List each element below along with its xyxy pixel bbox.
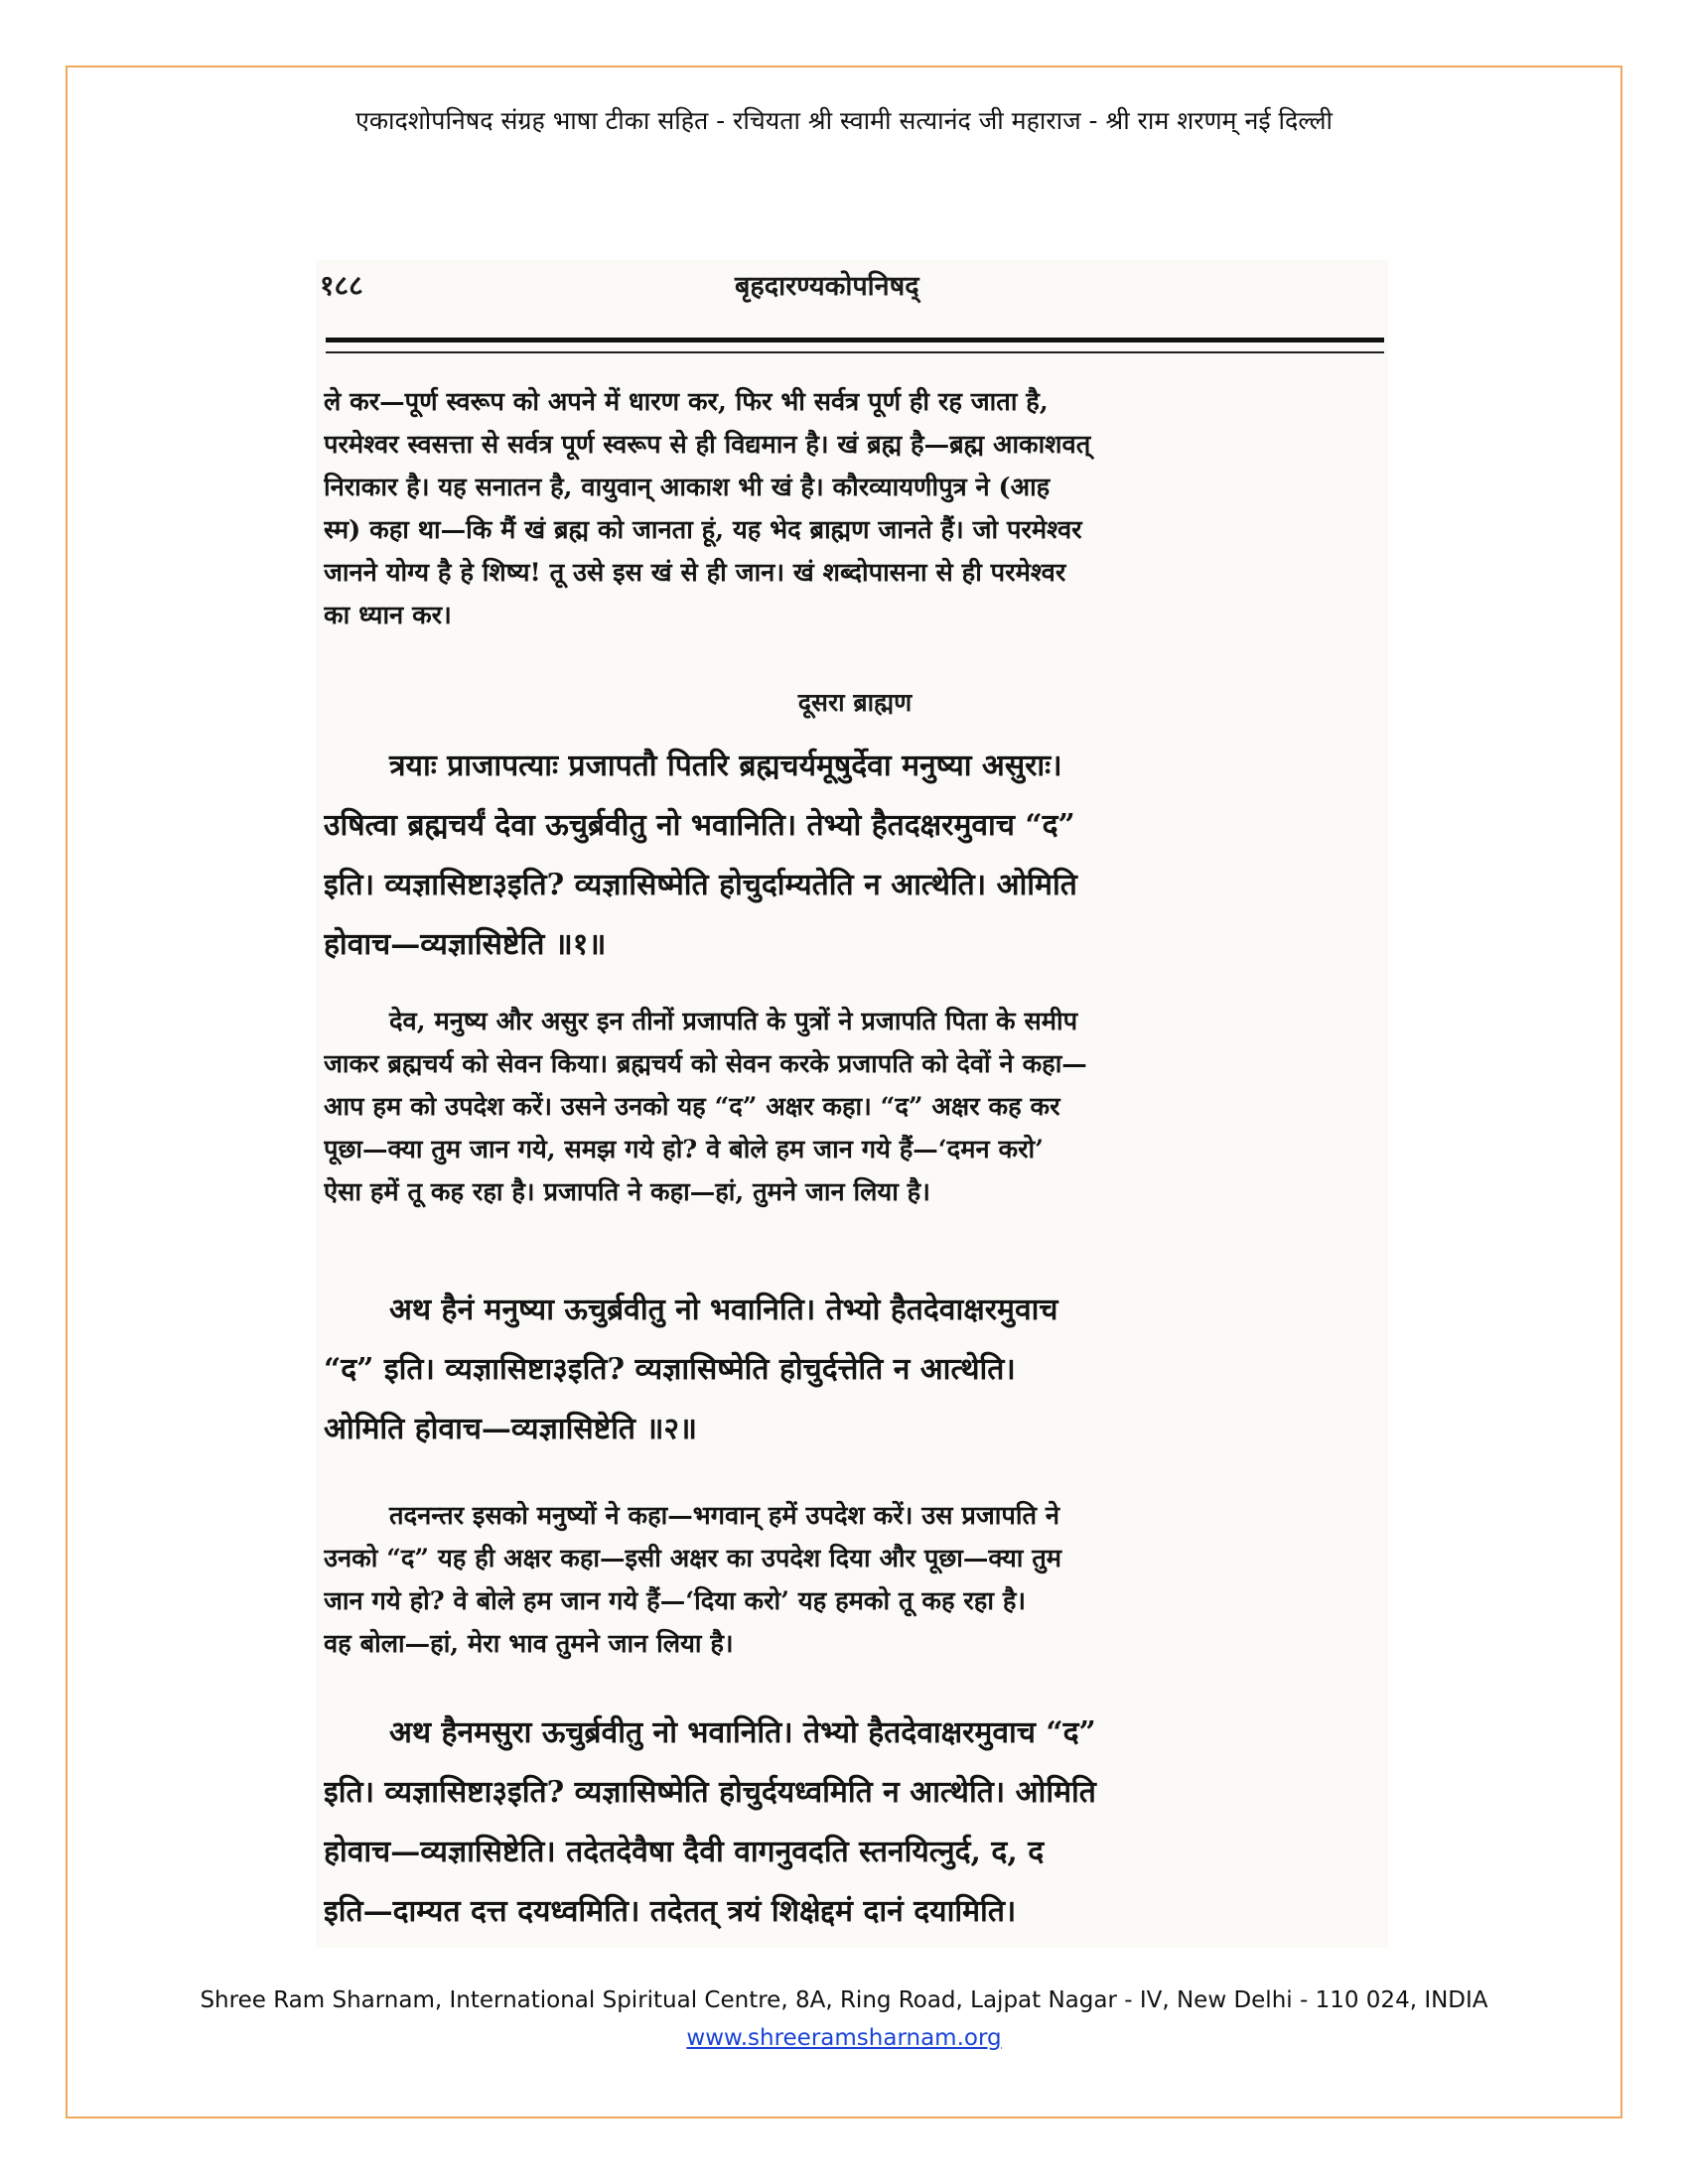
commentary-paragraph-2 (324, 1001, 1386, 1214)
verse-line: उषित्वा ब्रह्मचर्यं देवा ऊचुर्ब्रवीतु नो भवानिति। तेभ्यो हैतदक्षरमुवाच “द” (324, 808, 1075, 843)
commentary-line: परमेश्वर स्वसत्ता से सर्वत्र पूर्ण स्वरूप से ही विद्यमान है। खं ब्रह्म है—ब्रह्म आकाशवत् (324, 430, 1091, 460)
verse-line: ओमिति होवाच—व्यज्ञासिष्टेति ॥२॥ (324, 1412, 697, 1446)
book-page-number: १८८ (320, 269, 363, 302)
section-heading: दूसरा ब्राह्मण (797, 688, 913, 717)
verse-line: अथ हैनमसुरा ऊचुर्ब्रवीतु नो भवानिति। तेभ्यो हैतदेवाक्षरमुवाच “द” (389, 1715, 1096, 1750)
commentary-line: वह बोला—हां, मेरा भाव तुमने जान लिया है। (324, 1629, 734, 1659)
verse-line: इति। व्यज्ञासिष्टा३इति? व्यज्ञासिष्मेति होचुर्दाम्यतेति न आत्थेति। ओमिति (324, 868, 1077, 902)
commentary-paragraph-3 (324, 1495, 1386, 1666)
verse-line: इति। व्यज्ञासिष्टा३इति? व्यज्ञासिष्मेति होचुर्दयध्वमिति न आत्थेति। ओमिति (324, 1775, 1096, 1810)
commentary-line: ले कर—पूर्ण स्वरूप को अपने में धारण कर, फिर भी सर्वत्र पूर्ण ही रह जाता है, (324, 387, 1049, 417)
sanskrit-verse-3 (324, 1704, 1386, 1942)
commentary-line: जाकर ब्रह्मचर्य को सेवन किया। ब्रह्मचर्य को सेवन करके प्रजापति को देवों ने कहा— (324, 1049, 1087, 1079)
footer-website (66, 2025, 1622, 2051)
footer-address: Shree Ram Sharnam, International Spiritual Centre, 8A, Ring Road, Lajpat Nagar - IV, New Delhi - 110 024, INDIA (200, 1987, 1488, 2013)
commentary-line: जान गये हो? वे बोले हम जान गये हैं—‘दिया करो’ यह हमको तू कह रहा है। (324, 1586, 1027, 1616)
commentary-paragraph-1 (324, 381, 1386, 637)
commentary-line: जानने योग्य है हे शिष्य! तू उसे इस खं से ही जान। खं शब्दोपासना से ही परमेश्वर (324, 558, 1066, 588)
commentary-line: निराकार है। यह सनातन है, वायुवान् आकाश भी खं है। कौरव्यायणीपुत्र ने (आह (324, 473, 1051, 502)
header-rule-thin (326, 351, 1384, 353)
verse-line: अथ हैनं मनुष्या ऊचुर्ब्रवीतु नो भवानिति। तेभ्यो हैतदेवाक्षरमुवाच (389, 1293, 1058, 1327)
commentary-line: तदनन्तर इसको मनुष्यों ने कहा—भगवान् हमें उपदेश करें। उस प्रजापति ने (389, 1501, 1060, 1531)
sanskrit-verse-2 (324, 1281, 1386, 1459)
commentary-line: ऐसा हमें तू कह रहा है। प्रजापति ने कहा—हां, तुमने जान लिया है। (324, 1177, 930, 1207)
commentary-line: देव, मनुष्य और असुर इन तीनों प्रजापति के पुत्रों ने प्रजापति पिता के समीप (389, 1007, 1078, 1036)
commentary-line: स्म) कहा था—कि मैं खं ब्रह्म को जानता हूं, यह भेद ब्राह्मण जानते हैं। जो परमेश्वर (324, 515, 1082, 545)
header-rule-thick (326, 338, 1384, 342)
verse-line: “द” इति। व्यज्ञासिष्टा३इति? व्यज्ञासिष्मेति होचुर्दत्तेति न आत्थेति। (324, 1352, 1016, 1387)
sanskrit-verse-1 (324, 737, 1386, 975)
verse-line: त्रयाः प्राजापत्याः प्रजापतौ पितरि ब्रह्मचर्यमूषुर्देवा मनुष्या असुराः। (389, 749, 1062, 783)
document-header: एकादशोपनिषद संग्रह भाषा टीका सहित - रचियता श्री स्वामी सत्यानंद जी महाराज - श्री राम शरणम् नई दिल्ली (355, 106, 1333, 135)
commentary-line: उनको “द” यह ही अक्षर कहा—इसी अक्षर का उपदेश दिया और पूछा—क्या तुम (324, 1544, 1062, 1573)
commentary-line: आप हम को उपदेश करें। उसने उनको यह “द” अक्षर कहा। “द” अक्षर कह कर (324, 1092, 1060, 1122)
verse-line: होवाच—व्यज्ञासिष्टेति। तदेतदेवैषा दैवी वागनुवदति स्तनयित्नुर्द, द, द (324, 1835, 1045, 1869)
verse-line: इति—दाम्यत दत्त दयध्वमिति। तदेतत् त्रयं शिक्षेद्दमं दानं दयामिति। (324, 1894, 1017, 1929)
website-link[interactable]: www.shreeramsharnam.org (686, 2025, 1002, 2051)
commentary-line: का ध्यान कर। (324, 601, 452, 630)
book-running-title: बृहदारण्यकोपनिषद् (735, 271, 919, 302)
commentary-line: पूछा—क्या तुम जान गये, समझ गये हो? वे बोले हम जान गये हैं—‘दमन करो’ (324, 1135, 1044, 1164)
verse-line: होवाच—व्यज्ञासिष्टेति ॥१॥ (324, 927, 607, 962)
